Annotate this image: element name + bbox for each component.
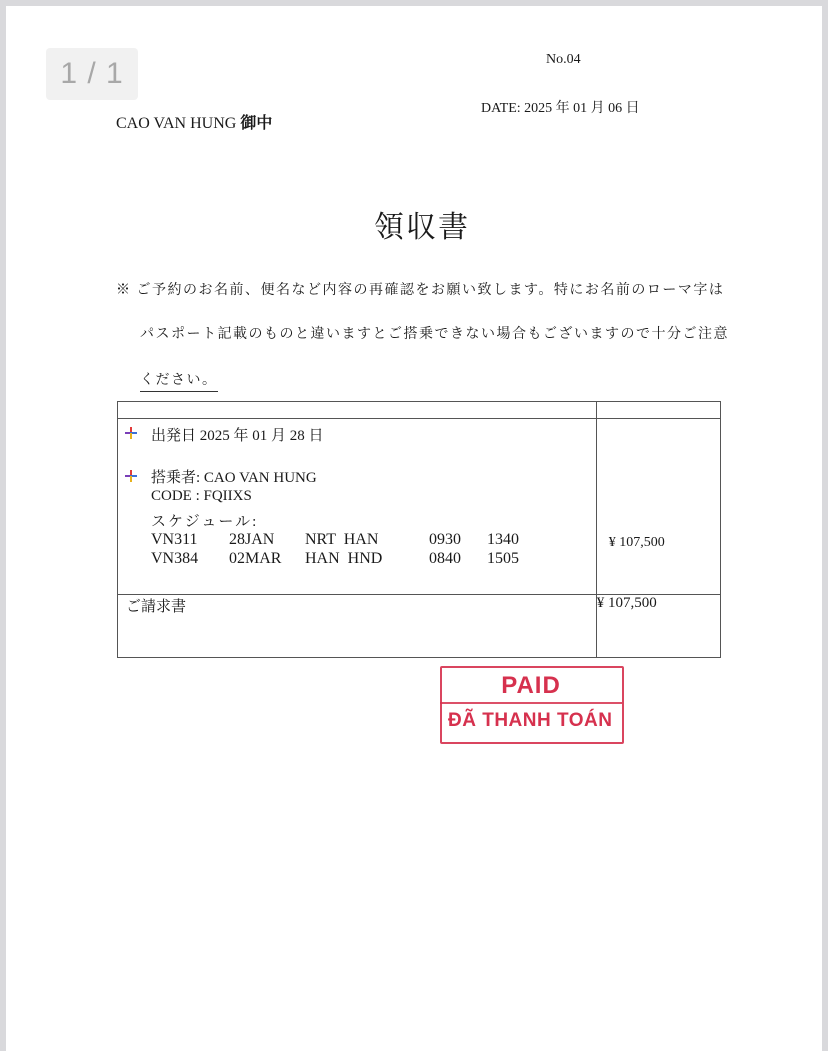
receipt-table — [117, 401, 721, 658]
flight-date: 02MAR — [229, 550, 282, 567]
header-cell — [118, 402, 597, 419]
schedule-label: スケジュール: — [151, 514, 259, 530]
document-page — [6, 6, 822, 1051]
bullet-marker-icon — [125, 470, 137, 482]
flight-date: 28JAN — [229, 531, 275, 548]
header-cell — [596, 402, 720, 419]
summary-row — [118, 595, 721, 658]
stamp-paid-vietnamese-text: ĐÃ THANH TOÁN — [448, 710, 613, 731]
paid-stamp — [438, 666, 624, 742]
honorific: 御中 — [240, 113, 273, 132]
receipt-date: DATE: 2025 年 01 月 06 日 — [481, 101, 640, 116]
detail-cell — [118, 419, 597, 595]
document-title: 領収書 — [374, 211, 470, 244]
customer-name-line — [116, 110, 272, 133]
notice-line-1: ※ ご予約のお名前、便名など内容の再確認をお願い致します。特にお名前のローマ字は — [116, 283, 725, 298]
receipt-number: No.04 — [546, 52, 581, 67]
flight-route: NRT HAN — [305, 531, 379, 548]
flight-arrival-time: 1340 — [487, 531, 519, 548]
stamp-paid-text: PAID — [501, 672, 561, 699]
summary-amount: ¥ 107,500 — [596, 595, 720, 658]
page-indicator: 1 / 1 — [46, 48, 138, 100]
stamp-divider — [440, 702, 622, 704]
detail-row — [118, 419, 721, 595]
summary-label: ご請求書 — [118, 595, 597, 658]
detail-amount: ¥ 107,500 — [608, 535, 665, 550]
bullet-marker-icon — [125, 427, 137, 439]
booking-code: CODE : FQIIXS — [151, 488, 252, 504]
flight-arrival-time: 1505 — [487, 550, 519, 567]
detail-amount-cell — [596, 419, 720, 595]
flight-number: VN311 — [151, 531, 198, 548]
customer-name: CAO VAN HUNG — [116, 115, 237, 132]
notice-line-2: パスポート記載のものと違いますとご搭乗できない場合もございますので十分ご注意 — [140, 327, 729, 342]
notice-line-3: ください。 — [140, 369, 218, 392]
flight-departure-time: 0840 — [429, 550, 461, 567]
flight-number: VN384 — [151, 550, 199, 567]
passenger-name: 搭乗者: CAO VAN HUNG — [151, 470, 317, 486]
flight-departure-time: 0930 — [429, 531, 461, 548]
departure-date: 出発日 2025 年 01 月 28 日 — [151, 428, 324, 444]
table-header-row — [118, 402, 721, 419]
flight-route: HAN HND — [305, 550, 383, 567]
